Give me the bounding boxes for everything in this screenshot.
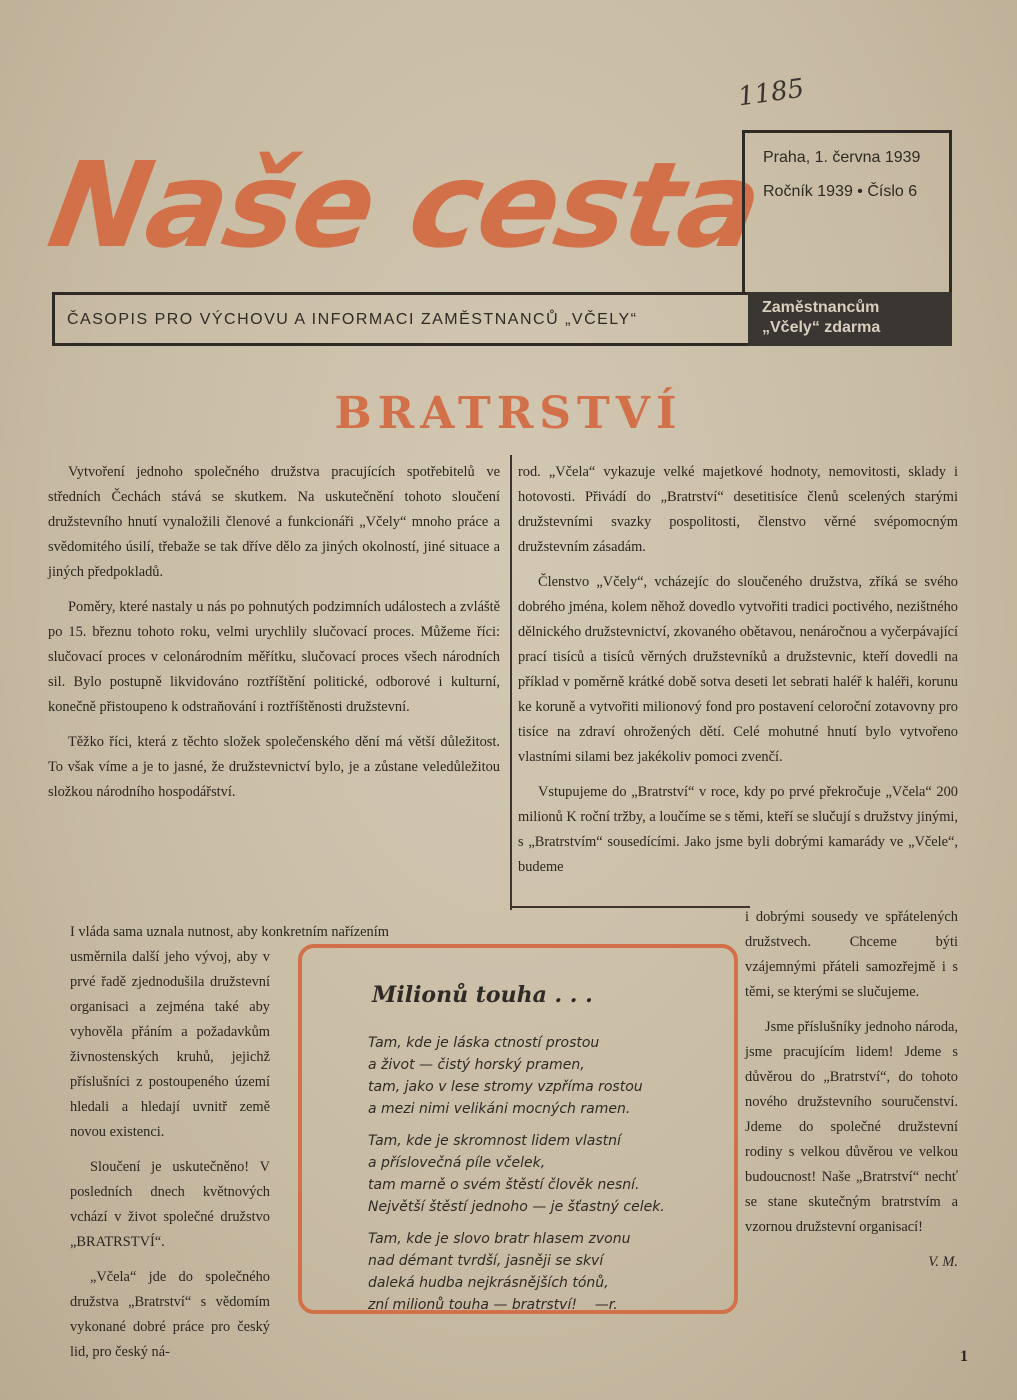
masthead-title: Naše cesta — [39, 136, 771, 274]
paragraph: Poměry, které nastaly u nás po pohnutých podzimních událostech a zvláště po 15. březnu tohoto roku, velmi urychlily slučovací proces. Můžeme říci: slučovací proces v celonárodním měřítku, slučovací proces všech národních sil. Bylo postupně likvidováno roztříštění politické, odborové i kulturní, konečně přistoupeno k odstraňování i roztříštěnosti družstevní. — [48, 599, 500, 715]
date-box — [742, 130, 952, 293]
poem-line: a příslovečná píle včelek, — [368, 1155, 546, 1171]
paragraph: Těžko říci, která z těchto složek společenského dění má větší důležitost. To však víme a je to jasné, že družstevnictví bylo, je a zůstane veledůležitou složkou národního hospodářství. — [48, 734, 500, 800]
paragraph: „Včela“ jde do společného družstva „Bratrství“ s vědomím vykonané dobré práce pro český lid, pro český ná- — [70, 1269, 270, 1360]
issue-date: Praha, 1. června 1939 — [763, 149, 921, 166]
poem-line — [368, 1294, 708, 1316]
signature: V. M. — [928, 1254, 958, 1270]
poem-line: tam marně o svém štěstí člověk nesní. — [368, 1177, 640, 1193]
poem-line: a mezi nimi velikáni mocných ramen. — [368, 1101, 631, 1117]
paragraph: Vytvoření jednoho společného družstva pracujících spotřebitelů ve středních Čechách stává se skutkem. Na uskutečnění tohoto sloučení družstevního hnutí vynaložili členové a funkcionáři „Včely“ mnoho práce a svědomitého úsilí, třebaže se tak dříve dělo za jiných okolností, jiné situace a jiných předpokladů. — [48, 464, 500, 580]
column-divider-horizontal — [510, 906, 750, 908]
poem-stanza — [368, 1032, 708, 1120]
poem-line: tam, jako v lese stromy vzpříma rostou — [368, 1079, 643, 1095]
page-number: 1 — [960, 1348, 968, 1365]
poem-body — [368, 1032, 708, 1326]
paragraph: usměrnila další jeho vývoj, aby v prvé řadě zjednodušila družstevní organisaci a zejména také aby vyhověla přáním a požadavkům živnostenských kruhů, jejichž příslušníci z postoupeného území hledali a hledají uvnitř země novou existenci. — [70, 949, 270, 1140]
poem-stanza — [368, 1130, 708, 1218]
headline: BRATRSTVÍ — [334, 388, 683, 439]
poem-line: a život — čistý horský pramen, — [368, 1057, 585, 1073]
issue-number: Ročník 1939 • Číslo 6 — [763, 183, 918, 200]
handwritten-note: 1185 — [736, 73, 806, 113]
poem-stanza — [368, 1228, 708, 1316]
poem-line: daleká hudba nejkrásnějších tónů, — [368, 1275, 609, 1291]
poem-title: Milionů touha . . . — [372, 982, 593, 1008]
paragraph: Jsme příslušníky jednoho národa, jsme pracujícím lidem! Jdeme s důvěrou do „Bratrství“, do tohoto nového družstevního souručenství. Jdeme do společné družstevní rodiny s velkou důvěrou ve velkou budoucnost! Naše „Bratrství“ nechť se stane skutečným bratrstvím a vzornou družstevní organisací! — [745, 1019, 958, 1235]
paragraph: I vláda sama uznala nutnost, aby konkretním nařízením — [70, 924, 389, 940]
paragraph: rod. „Včela“ vykazuje velké majetkové hodnoty, nemovitosti, sklady i hotovosti. Přivádí do „Bratrství“ desetitisíce členů scelených starými družstevními svazky pospolitosti, členstvo věrné svépomocným družstevním zásadám. — [518, 464, 958, 555]
paragraph: Vstupujeme do „Bratrství“ v roce, kdy po prvé překročuje „Včela“ 200 milionů K roční tržby, a loučíme se s těmi, kteří se slučují s družstvy jinými, s „Bratrstvím“ sousedícími. Jako jsme byli dobrými kamarády ve „Včele“, budeme — [518, 784, 958, 875]
free-line-2: „Včely“ zdarma — [762, 319, 881, 336]
poem-line: nad démant tvrdší, jasněji se skví — [368, 1253, 604, 1269]
paragraph: i dobrými sousedy ve spřátelených družstvech. Chceme býti vzájemnými přáteli samozřejmě i s těmi, se kterými se slučujeme. — [745, 909, 958, 1000]
column-divider — [510, 455, 512, 910]
left-column — [48, 460, 500, 815]
paragraph: Sloučení je uskutečněno! V posledních dnech květnových vchází v život společné družstvo „BRATRSTVÍ“. — [70, 1159, 270, 1250]
right-column — [518, 460, 958, 890]
paragraph: Členstvo „Včely“, vcházejíc do sloučeného družstva, zříká se svého dobrého jména, kolem něhož dovedlo vytvořiti tradici poctivého, nezištného dělnického družstevnictví, zkovaného obětavou, nenáročnou a vyčerpávající prací tisíců a tisíců věrných družstevníků a družstevnic, kteří dovedli na příklad v poměrně krátké době sotva deseti let sebrati haléř k haléři, korunu ke koruně a vytvořiti milionový fond pro postavení celoroční zotavovny pro tisíce na zdraví ohrožených dětí. Celé mohutné hnutí bylo vytvořeno vlastními silami bez jakékoliv pomoci zvenčí. — [518, 574, 958, 765]
poem-line-text: zní milionů touha — bratrství! — [368, 1297, 577, 1313]
poem-signature: —r. — [594, 1297, 618, 1313]
subtitle-bar: ČASOPIS PRO VÝCHOVU A INFORMACI ZAMĚSTNANCŮ „VČELY“ — [52, 292, 748, 346]
free-distribution-box — [748, 292, 952, 346]
poem-line: Tam, kde je slovo bratr hlasem zvonu — [368, 1231, 631, 1247]
right-narrow-column — [745, 905, 958, 1285]
left-narrow-column — [70, 945, 270, 1375]
poem-box — [298, 944, 738, 1314]
free-line-1: Zaměstnancům — [762, 299, 880, 316]
poem-line: Tam, kde je láska ctností prostou — [368, 1035, 600, 1051]
poem-line: Tam, kde je skromnost lidem vlastní — [368, 1133, 621, 1149]
poem-line: Největší štěstí jednoho — je šťastný celek. — [368, 1199, 665, 1215]
